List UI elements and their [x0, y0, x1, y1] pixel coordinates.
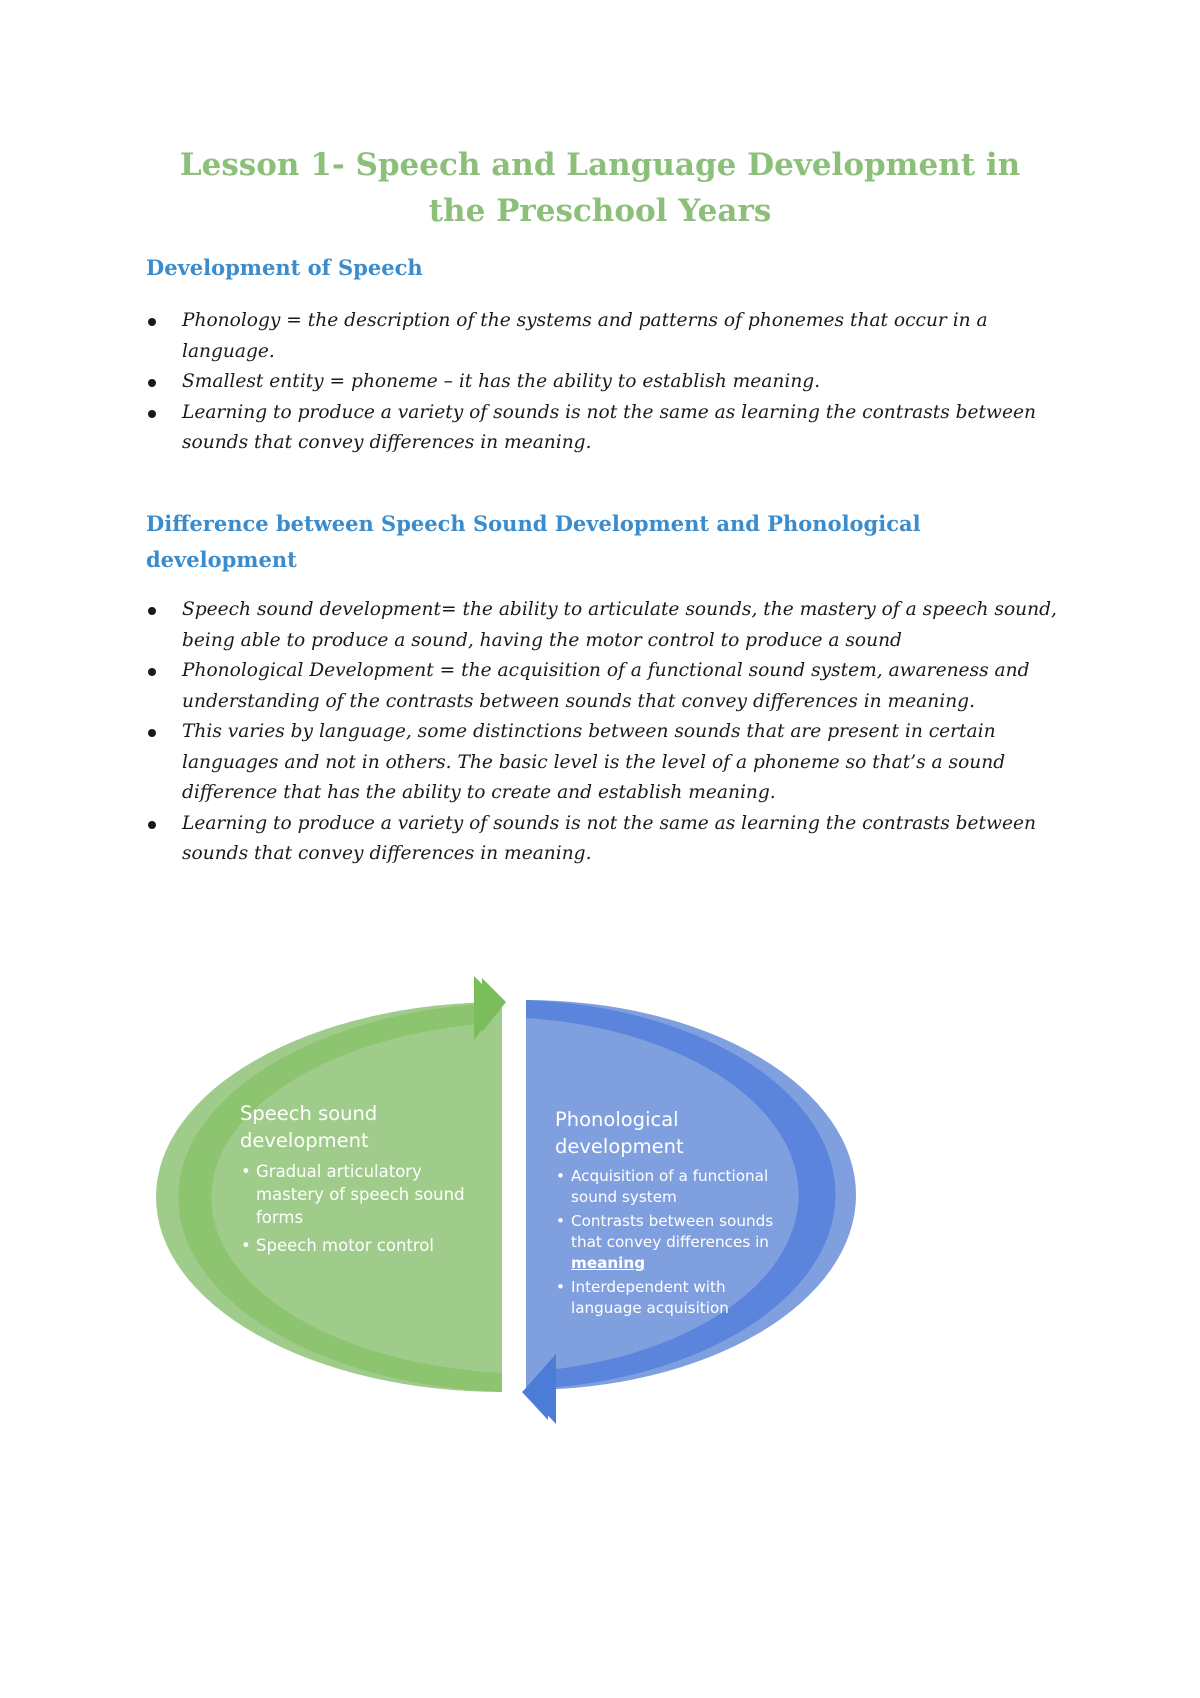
list-item: Learning to produce a variety of sounds is not the same as learning the contrasts between sounds that convey differences in meaning. — [146, 809, 1066, 870]
list-item: • Acquisition of a functional sound system — [555, 1166, 790, 1208]
list-item: Phonological Development = the acquisition of a functional sound system, awareness and understanding of the contrasts between sounds that convey differences in meaning. — [146, 656, 1066, 717]
speech-sound-list — [240, 1160, 490, 1257]
speech-sound-title: Speech sound development — [240, 1102, 378, 1152]
list-item: Learning to produce a variety of sounds is not the same as learning the contrasts between sounds that convey differences in meaning. — [146, 398, 1066, 459]
phonological-title: Phonological development — [555, 1108, 684, 1158]
list-item: Phonology = the description of the systems and patterns of phonemes that occur in a language. — [146, 306, 1066, 367]
list-item: Smallest entity = phoneme – it has the ability to establish meaning. — [146, 367, 1066, 398]
list-item: • Contrasts between sounds that convey differences in meaning — [555, 1211, 790, 1274]
list-item: This varies by language, some distinctions between sounds that are present in certain languages and not in others. The basic level is the level of a phoneme so that’s a sound difference that has the ability to create and establish meaning. — [146, 717, 1066, 809]
diagram-divider — [502, 988, 526, 1408]
meaning-emphasis: meaning — [571, 1254, 646, 1272]
section-heading-difference: Difference between Speech Sound Development and Phonological development — [146, 511, 921, 572]
list-item: • Interdependent with language acquisition — [555, 1277, 790, 1319]
phonological-list — [555, 1166, 790, 1319]
section-heading-development-of-speech: Development of Speech — [146, 255, 423, 280]
list-item: • Speech motor control — [240, 1234, 490, 1257]
list-item: • Gradual articulatory mastery of speech sound forms — [240, 1160, 490, 1229]
speech-sound-text — [240, 1100, 490, 1262]
page-title: Lesson 1- Speech and Language Development in the Preschool Years — [179, 147, 1021, 229]
list-item: Speech sound development= the ability to articulate sounds, the mastery of a speech sound, being able to produce a sound, having the motor control to produce a sound — [146, 595, 1066, 656]
phonological-text — [555, 1106, 790, 1322]
